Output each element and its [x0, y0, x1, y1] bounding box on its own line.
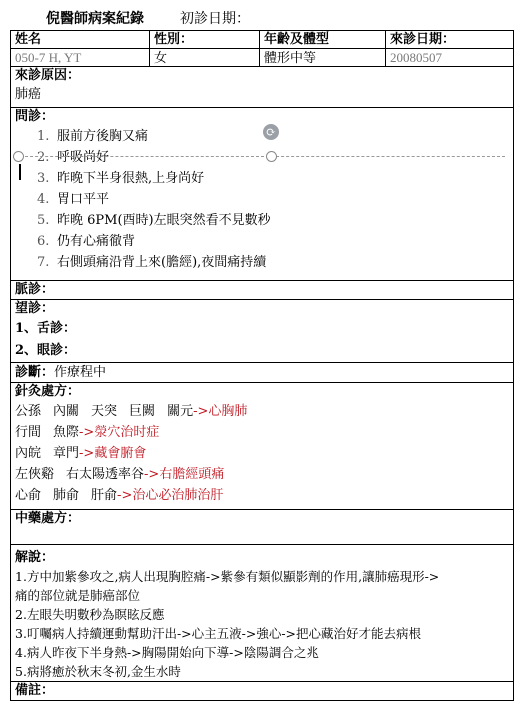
inquiry-item: 6. 仍有心痛徹背	[37, 234, 136, 249]
remarks-row	[11, 682, 514, 701]
herbal-row	[11, 510, 514, 545]
patient-id[interactable]: 050-7 H, YT	[11, 49, 150, 67]
resize-handle-left[interactable]	[13, 151, 24, 162]
acupuncture-row	[11, 383, 514, 510]
inquiry-label: 問診：	[15, 109, 55, 124]
acupuncture-line[interactable]: 內皖 章門->藏會腑會	[15, 446, 147, 461]
reason-row	[11, 67, 514, 108]
visit-date-header: 來診日期：	[386, 31, 514, 49]
tongue-diagnosis-label: 1、舌診：	[15, 321, 77, 336]
explanation-line[interactable]: 3.叮囑病人持續運動幫助汗出->心主五液->強心->把心藏治好才能去病根	[15, 626, 422, 641]
visit-date[interactable]: 20080507	[386, 49, 514, 67]
selection-guide-line	[15, 156, 505, 157]
initial-visit-label: 初診日期：	[180, 11, 250, 27]
record-table	[10, 30, 514, 701]
observation-row	[11, 300, 514, 363]
remarks-label: 備註：	[15, 683, 55, 698]
record-header	[10, 6, 513, 30]
name-header: 姓名	[11, 31, 150, 49]
diagnosis-value[interactable]: 作療程中	[54, 365, 107, 380]
patient-sex[interactable]: 女	[150, 49, 260, 67]
acupuncture-line[interactable]: 心俞 肺俞 肝俞->治心必治肺治肝	[15, 488, 224, 503]
inquiry-item: 7. 右側頭痛沿背上來(膽經),夜間痛持續	[37, 255, 267, 270]
sex-header: 性別：	[150, 31, 260, 49]
rotate-handle-icon[interactable]: ⟳	[263, 124, 279, 140]
reason-label: 來診原因：	[15, 68, 81, 83]
diagnosis-label: 診斷：	[15, 365, 55, 380]
resize-handle-top[interactable]	[266, 151, 277, 162]
pulse-row	[11, 281, 514, 300]
acupuncture-line[interactable]: 行間 魚際->滎穴治时症	[15, 425, 160, 440]
pulse-label: 脈診：	[15, 282, 55, 297]
observation-label: 望診：	[15, 301, 55, 316]
patient-build[interactable]: 體形中等	[260, 49, 386, 67]
patient-header-row	[11, 31, 514, 49]
explanation-label: 解說：	[15, 550, 55, 565]
patient-values-row	[11, 49, 514, 67]
inquiry-list[interactable]	[15, 126, 509, 273]
acupuncture-line[interactable]: 左俠谿 右太陽透率谷->右膽經頭痛	[15, 467, 225, 482]
inquiry-item: 4. 胃口平平	[37, 192, 110, 207]
explanation-line[interactable]: 2.左眼失明數秒為瞑眩反應	[15, 607, 165, 622]
explanation-row	[11, 545, 514, 682]
text-cursor	[19, 164, 21, 180]
eye-diagnosis-label: 2、眼診：	[15, 343, 77, 358]
explanation-line-continued[interactable]: 痛的部位就是肺癌部位	[15, 588, 141, 603]
medical-record-page	[10, 6, 513, 701]
diagnosis-row	[11, 363, 514, 383]
inquiry-item: 5. 昨晚 6PM(酉時)左眼突然看不見數秒	[37, 213, 271, 228]
inquiry-item: 1. 服前方後胸又痛	[37, 129, 149, 144]
explanation-line[interactable]: 1.方中加紫參攻之,病人出現胸腔痛->紫參有類似顯影劑的作用,讓肺癌現形->	[15, 569, 440, 584]
record-title: 倪醫師病案紀錄	[46, 11, 144, 27]
explanation-line[interactable]: 4.病人昨夜下半身熱->胸陽開始向下導->陰陽調合之兆	[15, 645, 319, 660]
acupuncture-label: 針灸處方：	[15, 384, 81, 399]
reason-value[interactable]: 肺癌	[15, 87, 42, 102]
age-build-header: 年齡及體型	[260, 31, 386, 49]
inquiry-item: 2. 呼吸尚好	[37, 150, 110, 165]
inquiry-item: 3. 昨晚下半身很熱,上身尚好	[37, 171, 205, 186]
explanation-line[interactable]: 5.病將癒於秋末冬初,金生水時	[15, 664, 181, 679]
acupuncture-line[interactable]: 公孫 內關 天突 巨闕 關元->心胸肺	[15, 404, 248, 419]
herbal-label: 中藥處方：	[15, 511, 81, 526]
inquiry-row	[11, 108, 514, 281]
